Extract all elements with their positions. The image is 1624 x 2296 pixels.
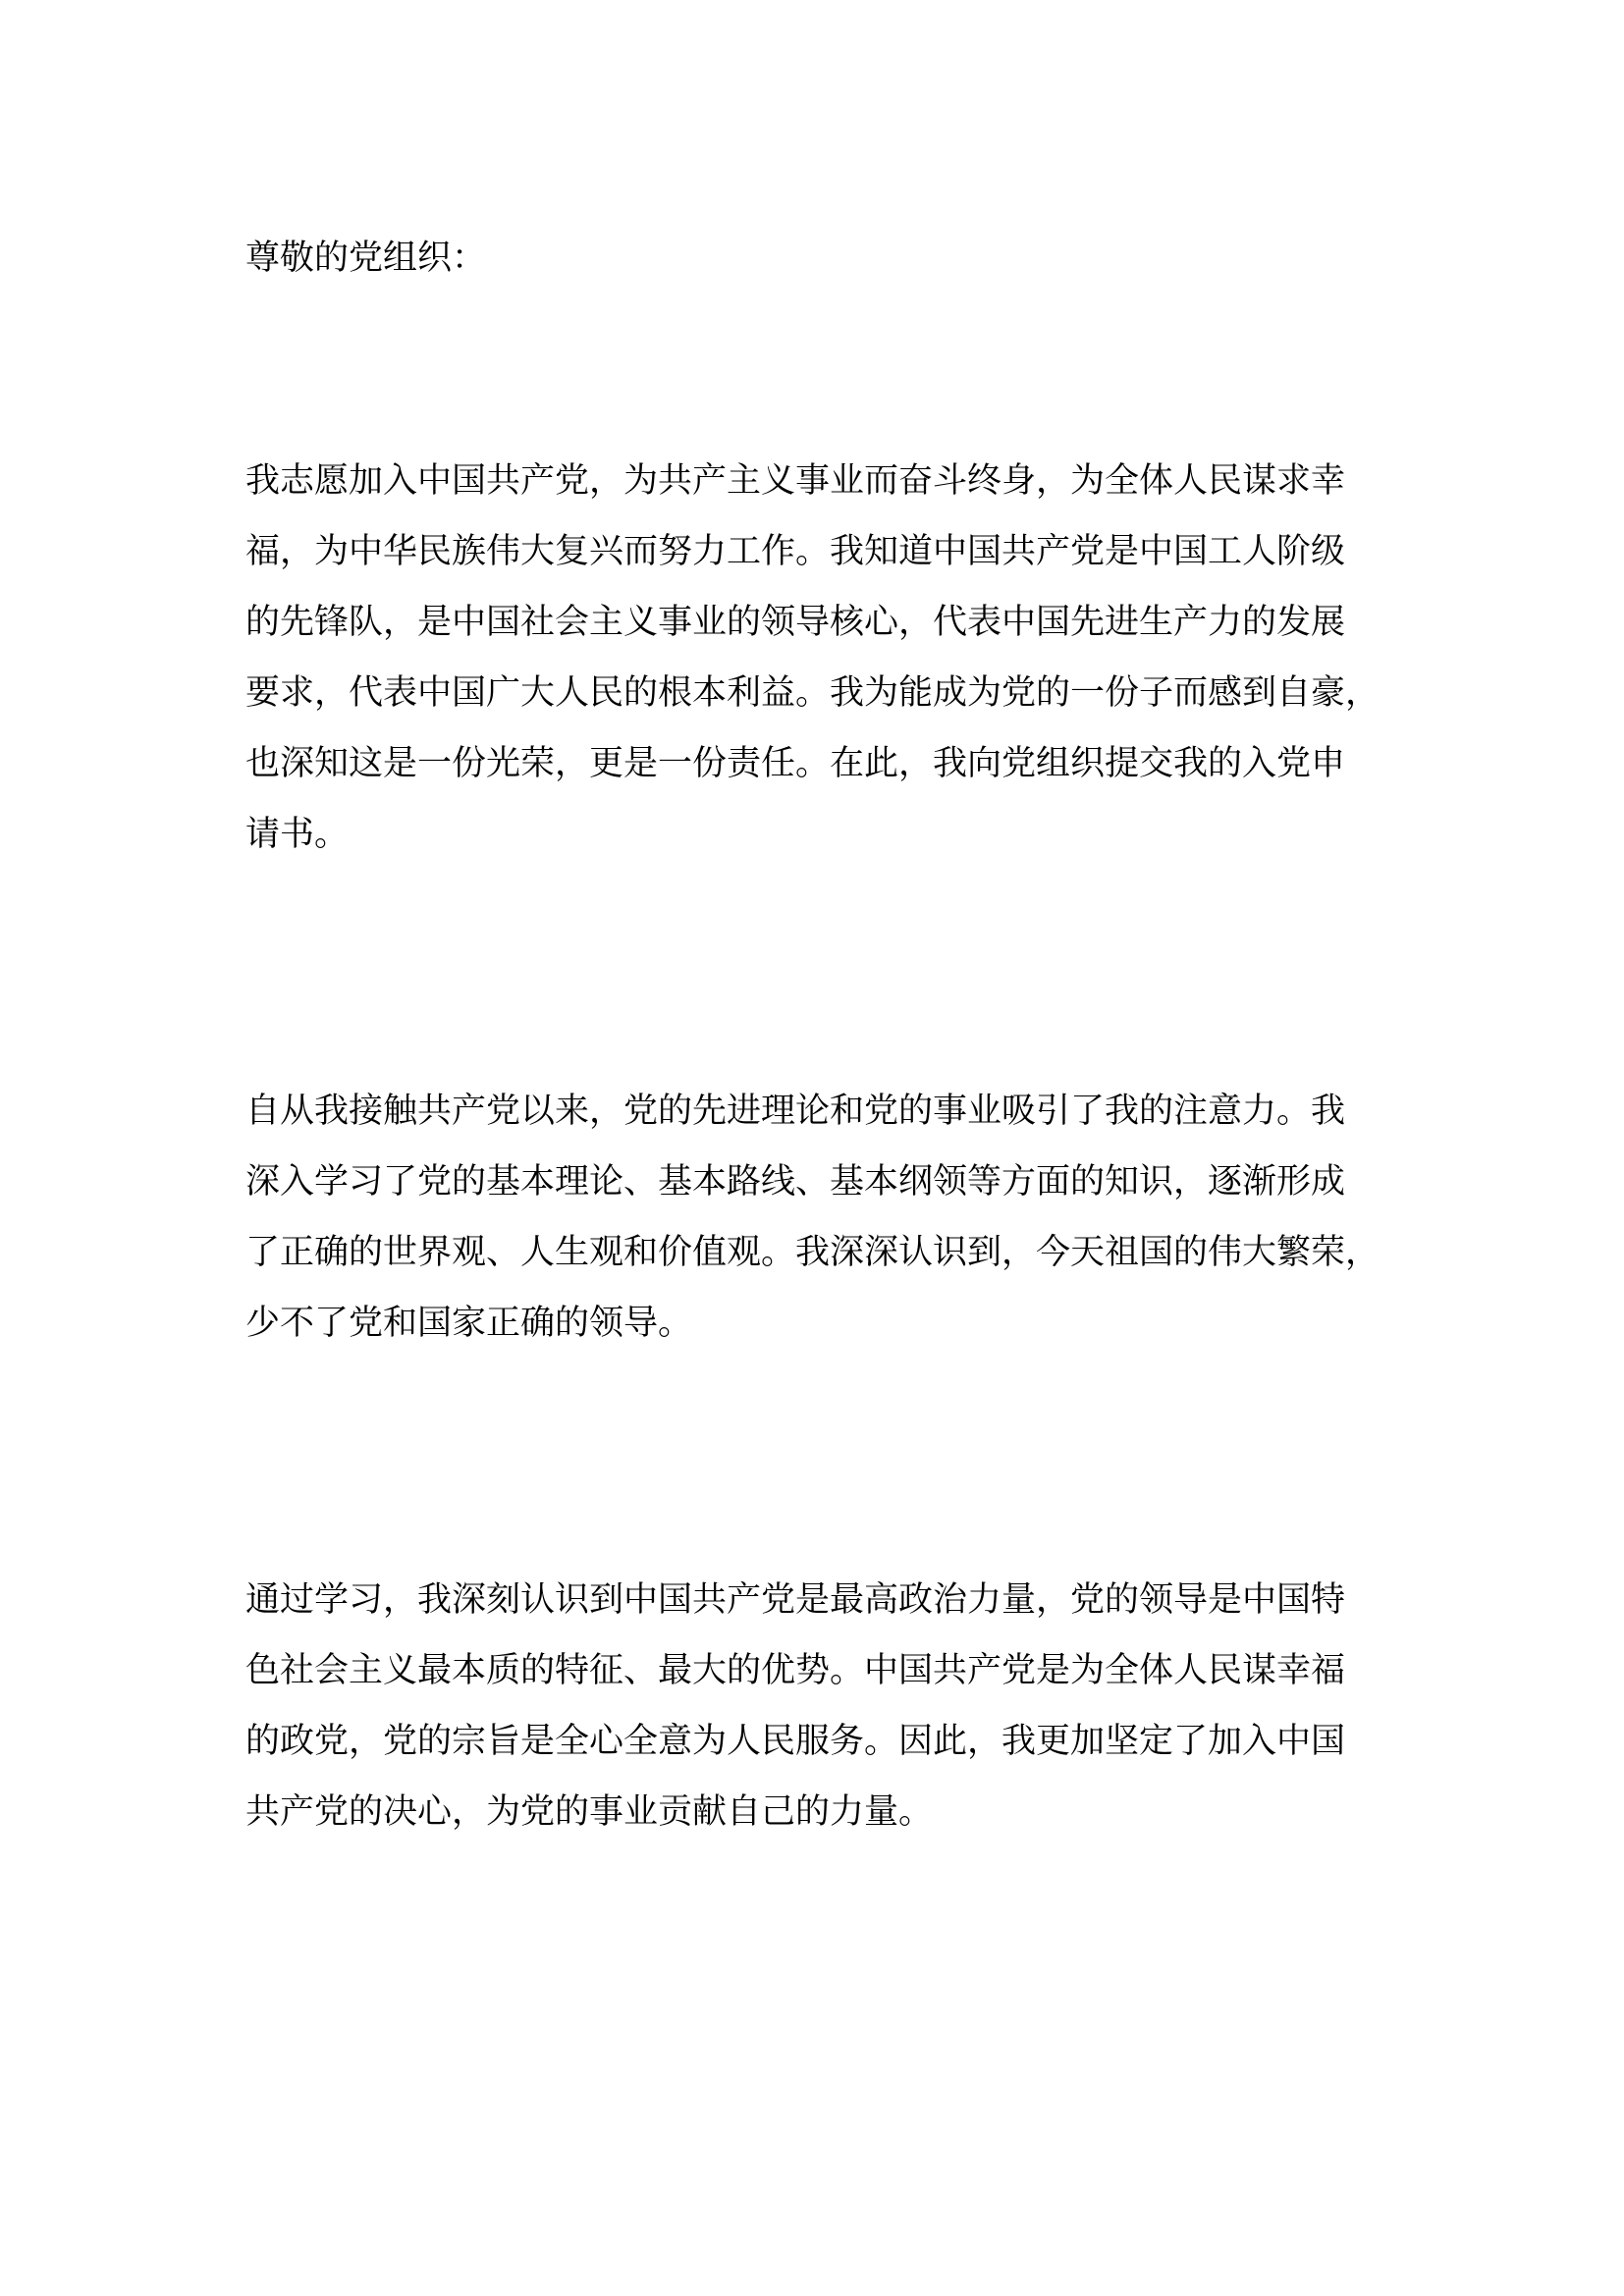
paragraph-3 <box>245 1565 1404 1847</box>
paragraph-line: 也深知这是一份光荣，更是一份责任。在此，我向党组织提交我的入党申 <box>245 744 1346 783</box>
paragraph-line: 的先锋队，是中国社会主义事业的领导核心，代表中国先进生产力的发展 <box>245 603 1346 642</box>
paragraph-line: 请书。 <box>245 815 350 854</box>
paragraph-line: 了正确的世界观、人生观和价值观。我深深认识到，今天祖国的伟大繁荣， <box>245 1233 1380 1272</box>
paragraph-1 <box>245 446 1404 870</box>
paragraph-line: 色社会主义最本质的特征、最大的优势。中国共产党是为全体人民谋幸福 <box>245 1651 1346 1690</box>
paragraph-2 <box>245 1076 1404 1359</box>
paragraph-line: 通过学习，我深刻认识到中国共产党是最高政治力量，党的领导是中国特 <box>245 1580 1346 1620</box>
paragraph-line: 共产党的决心，为党的事业贡献自己的力量。 <box>245 1792 934 1832</box>
paragraph-line: 我志愿加入中国共产党，为共产主义事业而奋斗终身，为全体人民谋求幸 <box>245 461 1346 501</box>
paragraph-line: 的政党，党的宗旨是全心全意为人民服务。因此，我更加坚定了加入中国 <box>245 1722 1346 1761</box>
paragraph-line: 福，为中华民族伟大复兴而努力工作。我知道中国共产党是中国工人阶级 <box>245 532 1346 571</box>
paragraph-line: 深入学习了党的基本理论、基本路线、基本纲领等方面的知识，逐渐形成 <box>245 1162 1346 1201</box>
paragraph-line: 自从我接触共产党以来，党的先进理论和党的事业吸引了我的注意力。我 <box>245 1092 1346 1131</box>
paragraph-line: 少不了党和国家正确的领导。 <box>245 1304 693 1343</box>
paragraph-line: 要求，代表中国广大人民的根本利益。我为能成为党的一份子而感到自豪， <box>245 673 1380 713</box>
letter-body <box>245 223 1404 1847</box>
salutation: 尊敬的党组织： <box>245 239 487 278</box>
